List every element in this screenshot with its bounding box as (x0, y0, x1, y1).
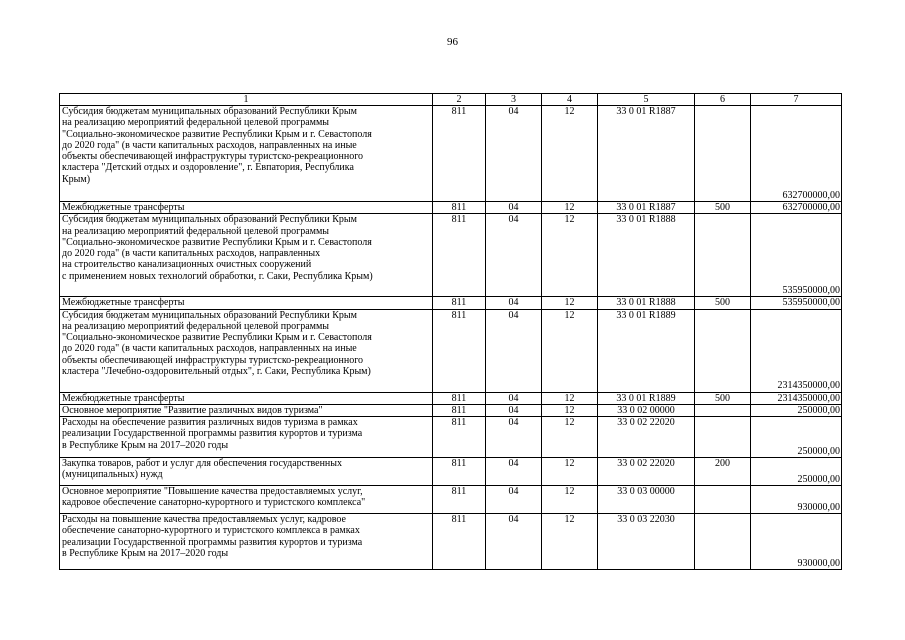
header-row (60, 94, 842, 106)
table-row (60, 297, 842, 309)
table-row (60, 309, 842, 392)
row-name: Субсидия бюджетам муниципальных образований Республики Крым на реализацию мероприятий федеральной целевой программы "Социально-экономическое развитие Республики Крым и г. Севастополя до 2020 года" (в части капитальных расходов, направленных на строительство канализационных очистных сооружений с применением новых технологий обработки, г. Саки, Республика Крым) (60, 214, 433, 297)
row-rz: 04 (486, 392, 542, 404)
table-row (60, 417, 842, 458)
row-name: Субсидия бюджетам муниципальных образований Республики Крым на реализацию мероприятий федеральной целевой программы "Социально-экономическое развитие Республики Крым и г. Севастополя до 2020 года" (в части капитальных расходов, направленных на иные объекты обеспечивающей инфраструктуры туристско-рекреационного кластера "Лечебно-оздоровительный отдых", г. Саки, Республика Крым) (60, 309, 433, 392)
row-sum: 930000,00 (751, 514, 842, 570)
row-csr: 33 0 01 R1888 (598, 297, 695, 309)
row-vr: 200 (695, 458, 751, 486)
header-cell-2: 2 (433, 94, 486, 106)
row-vr (695, 514, 751, 570)
row-rz: 04 (486, 202, 542, 214)
row-pr: 12 (542, 202, 598, 214)
row-pr: 12 (542, 486, 598, 514)
table-row (60, 106, 842, 202)
row-csr: 33 0 02 22020 (598, 458, 695, 486)
header-cell-6: 6 (695, 94, 751, 106)
row-csr: 33 0 02 22020 (598, 417, 695, 458)
row-rz: 04 (486, 404, 542, 416)
row-name: Субсидия бюджетам муниципальных образований Республики Крым на реализацию мероприятий федеральной целевой программы "Социально-экономическое развитие Республики Крым и г. Севастополя до 2020 года" (в части капитальных расходов, направленных на иные объекты обеспечивающей инфраструктуры туристско-рекреационного кластера "Детский отдых и оздоровление", г. Евпатория, Республика Крым) (60, 106, 433, 202)
page-number: 96 (447, 36, 458, 48)
row-vr: 500 (695, 297, 751, 309)
table-row (60, 404, 842, 416)
row-vr (695, 486, 751, 514)
row-pr: 12 (542, 458, 598, 486)
row-sum: 2314350000,00 (751, 392, 842, 404)
row-name: Межбюджетные трансферты (60, 202, 433, 214)
row-name: Расходы на повышение качества предоставляемых услуг, кадровое обеспечение санаторно-курортного и туристского комплекса в рамках реализации Государственной программы развития курортов и туризма в Республике Крым на 2017–2020 годы (60, 514, 433, 570)
row-grbs: 811 (433, 392, 486, 404)
row-grbs: 811 (433, 458, 486, 486)
row-pr: 12 (542, 297, 598, 309)
header-cell-3: 3 (486, 94, 542, 106)
row-pr: 12 (542, 404, 598, 416)
table-row (60, 214, 842, 297)
row-csr: 33 0 02 00000 (598, 404, 695, 416)
row-csr: 33 0 01 R1888 (598, 214, 695, 297)
row-rz: 04 (486, 297, 542, 309)
row-vr (695, 404, 751, 416)
row-grbs: 811 (433, 514, 486, 570)
row-grbs: 811 (433, 486, 486, 514)
row-sum: 930000,00 (751, 486, 842, 514)
row-pr: 12 (542, 392, 598, 404)
row-rz: 04 (486, 309, 542, 392)
row-pr: 12 (542, 106, 598, 202)
row-rz: 04 (486, 486, 542, 514)
row-pr: 12 (542, 514, 598, 570)
row-vr (695, 214, 751, 297)
table-row (60, 202, 842, 214)
row-sum: 250000,00 (751, 404, 842, 416)
row-grbs: 811 (433, 417, 486, 458)
row-csr: 33 0 03 22030 (598, 514, 695, 570)
row-pr: 12 (542, 309, 598, 392)
row-grbs: 811 (433, 214, 486, 297)
row-grbs: 811 (433, 202, 486, 214)
row-sum: 632700000,00 (751, 202, 842, 214)
row-sum: 632700000,00 (751, 106, 842, 202)
header-cell-1: 1 (60, 94, 433, 106)
budget-table (59, 93, 842, 570)
table-row (60, 458, 842, 486)
row-grbs: 811 (433, 106, 486, 202)
row-vr: 500 (695, 392, 751, 404)
row-vr: 500 (695, 202, 751, 214)
row-sum: 535950000,00 (751, 214, 842, 297)
row-grbs: 811 (433, 297, 486, 309)
row-sum: 250000,00 (751, 458, 842, 486)
row-name: Межбюджетные трансферты (60, 297, 433, 309)
row-name: Межбюджетные трансферты (60, 392, 433, 404)
row-grbs: 811 (433, 404, 486, 416)
table-row (60, 514, 842, 570)
table-row (60, 392, 842, 404)
header-cell-5: 5 (598, 94, 695, 106)
row-rz: 04 (486, 458, 542, 486)
row-name: Закупка товаров, работ и услуг для обеспечения государственных (муниципальных) нужд (60, 458, 433, 486)
row-vr (695, 309, 751, 392)
row-name: Расходы на обеспечение развития различных видов туризма в рамках реализации Государственной программы развития курортов и туризма в Республике Крым на 2017–2020 годы (60, 417, 433, 458)
row-name: Основное мероприятие "Развитие различных видов туризма" (60, 404, 433, 416)
row-csr: 33 0 03 00000 (598, 486, 695, 514)
row-rz: 04 (486, 514, 542, 570)
row-pr: 12 (542, 214, 598, 297)
header-cell-4: 4 (542, 94, 598, 106)
row-sum: 2314350000,00 (751, 309, 842, 392)
row-pr: 12 (542, 417, 598, 458)
row-csr: 33 0 01 R1889 (598, 392, 695, 404)
row-vr (695, 106, 751, 202)
row-csr: 33 0 01 R1887 (598, 202, 695, 214)
row-vr (695, 417, 751, 458)
row-csr: 33 0 01 R1887 (598, 106, 695, 202)
row-sum: 250000,00 (751, 417, 842, 458)
row-rz: 04 (486, 214, 542, 297)
table-row (60, 486, 842, 514)
row-grbs: 811 (433, 309, 486, 392)
row-rz: 04 (486, 106, 542, 202)
header-cell-7: 7 (751, 94, 842, 106)
row-name: Основное мероприятие "Повышение качества предоставляемых услуг, кадровое обеспечение санаторно-курортного и туристского комплекса" (60, 486, 433, 514)
row-csr: 33 0 01 R1889 (598, 309, 695, 392)
row-sum: 535950000,00 (751, 297, 842, 309)
row-rz: 04 (486, 417, 542, 458)
